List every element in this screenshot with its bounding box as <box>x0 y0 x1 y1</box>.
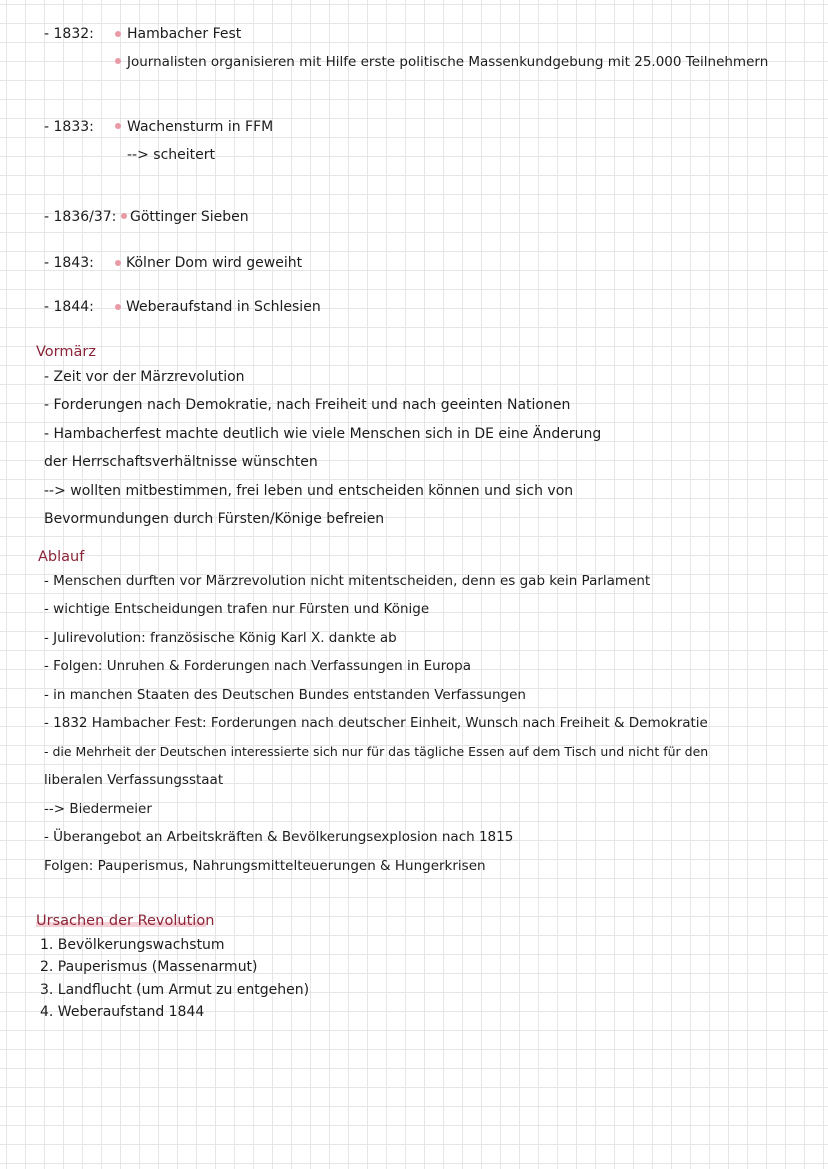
note-line: --> Biedermeier <box>44 801 152 817</box>
note-line: - die Mehrheit der Deutschen interessierte sich nur für das tägliche Essen auf dem Tisch und nicht für den <box>44 744 709 759</box>
list-item: 2. Pauperismus (Massenarmut) <box>40 959 258 975</box>
note-line: - Julirevolution: französische König Karl X. dankte ab <box>44 630 397 646</box>
timeline-item: Journalisten organisieren mit Hilfe erste politische Massenkundgebung mit 25.000 Teilnehmern <box>127 54 769 70</box>
list-item: 3. Landflucht (um Armut zu entgehen) <box>40 982 310 998</box>
section-heading: Vormärz <box>36 344 96 360</box>
note-line: - in manchen Staaten des Deutschen Bundes entstanden Verfassungen <box>44 687 526 703</box>
note-line: - Menschen durften vor Märzrevolution nicht mitentscheiden, denn es gab kein Parlament <box>44 573 651 589</box>
timeline-item: Göttinger Sieben <box>130 209 249 225</box>
note-line: --> wollten mitbestimmen, frei leben und entscheiden können und sich von <box>44 483 574 499</box>
note-line: - Forderungen nach Demokratie, nach Freiheit und nach geeinten Nationen <box>44 397 571 413</box>
timeline-item: Weberaufstand in Schlesien <box>126 299 321 315</box>
note-line: - Überangebot an Arbeitskräften & Bevölkerungsexplosion nach 1815 <box>44 829 514 845</box>
bullet-dot-icon <box>121 213 127 219</box>
list-item: 4. Weberaufstand 1844 <box>40 1004 205 1020</box>
bullet-dot-icon <box>115 260 121 266</box>
note-line: Folgen: Pauperismus, Nahrungsmittelteuerungen & Hungerkrisen <box>44 858 486 874</box>
timeline-item: Hambacher Fest <box>127 26 242 42</box>
note-line: - wichtige Entscheidungen trafen nur Fürsten und Könige <box>44 601 430 617</box>
note-line: - Folgen: Unruhen & Forderungen nach Verfassungen in Europa <box>44 658 472 674</box>
section-heading: Ursachen der Revolution <box>36 913 215 929</box>
timeline-year: - 1832: <box>44 26 94 42</box>
note-line: liberalen Verfassungsstaat <box>44 772 224 788</box>
timeline-year: - 1833: <box>44 119 94 135</box>
bullet-dot-icon <box>115 304 121 310</box>
list-item: 1. Bevölkerungswachstum <box>40 937 225 953</box>
timeline-item: Kölner Dom wird geweiht <box>126 255 303 271</box>
timeline-year: - 1844: <box>44 299 94 315</box>
note-line: - Hambacherfest machte deutlich wie viele Menschen sich in DE eine Änderung <box>44 426 602 442</box>
bullet-dot-icon <box>115 123 121 129</box>
timeline-item: --> scheitert <box>127 147 215 163</box>
note-line: Bevormundungen durch Fürsten/Könige befreien <box>44 511 385 527</box>
timeline-year: - 1843: <box>44 255 94 271</box>
bullet-dot-icon <box>115 31 121 37</box>
timeline-year: - 1836/37: <box>44 209 117 225</box>
timeline-item: Wachensturm in FFM <box>127 119 274 135</box>
section-heading: Ablauf <box>38 549 85 565</box>
note-line: - 1832 Hambacher Fest: Forderungen nach deutscher Einheit, Wunsch nach Freiheit & Demokratie <box>44 715 708 731</box>
note-line: der Herrschaftsverhältnisse wünschten <box>44 454 318 470</box>
bullet-dot-icon <box>115 58 121 64</box>
note-line: - Zeit vor der Märzrevolution <box>44 369 245 385</box>
